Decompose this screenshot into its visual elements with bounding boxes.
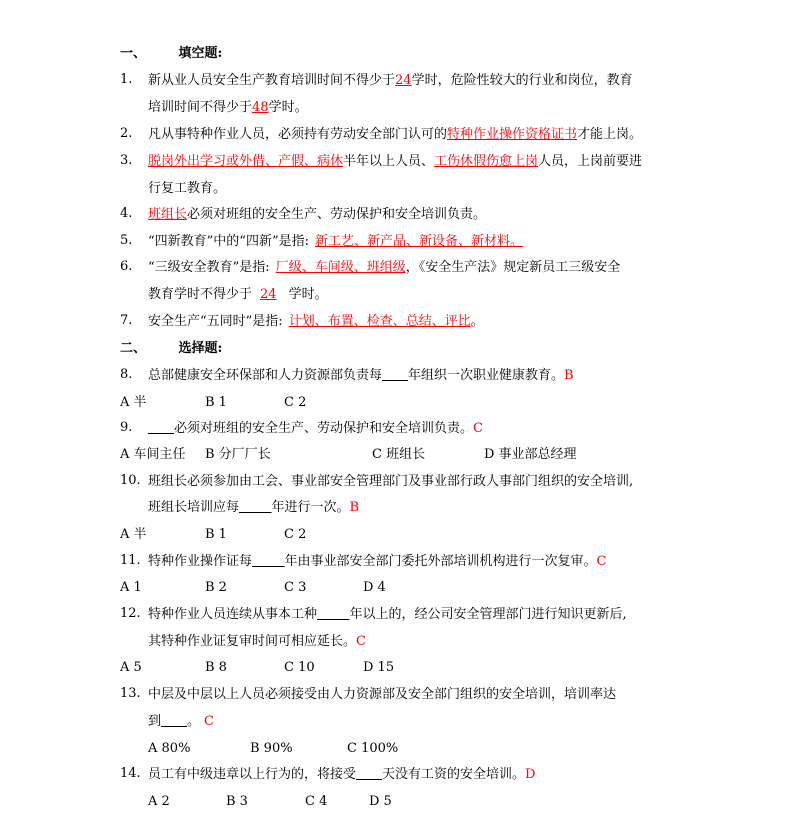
q14-answer: D: [525, 767, 536, 782]
q4-line1: [148, 206, 486, 224]
q2-number: 2.: [120, 126, 133, 141]
q13-blank: [161, 714, 187, 729]
q1-text: 培训时间不得少于: [148, 100, 253, 115]
q14-blank: [356, 767, 382, 782]
q13-text: 。: [187, 714, 201, 729]
q1-answer-2: 48: [252, 100, 269, 115]
q3-text: 半年以上人员、: [343, 154, 435, 169]
q12-text: 年以上的，经公司安全管理部门进行知识更新后,: [349, 607, 627, 622]
q8-number: 8.: [120, 367, 133, 382]
q13-text: 到: [148, 714, 162, 729]
q8-text: 总部健康安全环保部和人力资源部负责每: [148, 368, 383, 383]
q10-line1: 班组长必须参加由工会、事业部安全管理部门及事业部行政人事部门组织的安全培训,: [148, 474, 634, 489]
q14-text: 天没有工资的安全培训。: [382, 767, 526, 782]
q6-answer-1: 厂级、车间级、班组级: [275, 260, 406, 275]
q3-answer-1: 脱岗外出学习或外借、产假、病休: [148, 154, 344, 169]
q6-text: “三级安全教育”是指:: [148, 260, 270, 275]
q12-line2: [148, 633, 366, 651]
q14-option-d: D 5: [369, 794, 392, 809]
q1-line2: [148, 99, 308, 117]
section-index: 一、: [120, 46, 147, 61]
q14-option-b: B 3: [226, 794, 248, 809]
q11-option-d: D 4: [363, 580, 386, 595]
q11-number: 11.: [120, 553, 141, 568]
q12-text: 特种作业人员连续从事本工种: [148, 607, 318, 622]
q9-blank: [148, 421, 174, 436]
q10-line2: [148, 499, 359, 517]
q6-line1: [148, 259, 620, 277]
q11-answer: C: [596, 554, 607, 569]
q12-line1: [148, 606, 627, 624]
q2-text: 凡从事特种作业人员，必须持有劳动安全部门认可的: [148, 127, 448, 142]
q3-line1: [148, 153, 642, 171]
q8-line1: [148, 367, 574, 385]
q8-option-b: B 1: [205, 395, 227, 410]
q13-line2: [148, 713, 214, 731]
q12-number: 12.: [120, 606, 141, 621]
q9-option-a: A 车间主任: [120, 447, 186, 462]
q1-text: 新从业人员安全生产教育培训时间不得少于: [148, 73, 396, 88]
q14-number: 14.: [120, 766, 141, 781]
q13-number: 13.: [120, 686, 141, 701]
q9-text: 必须对班组的安全生产、劳动保护和安全培训负责。: [174, 421, 474, 436]
q10-option-b: B 1: [205, 527, 227, 542]
q2-line1: [148, 126, 642, 144]
q10-answer: B: [349, 500, 360, 515]
q5-line1: [148, 233, 523, 251]
q8-blank: [382, 368, 408, 383]
q6-number: 6.: [120, 259, 133, 274]
q1-text: 学时，危险性较大的行业和岗位，教育: [411, 73, 633, 88]
q11-line1: [148, 553, 606, 571]
q10-text: 班组长培训应每: [148, 500, 240, 515]
q3-number: 3.: [120, 153, 133, 168]
q4-text: 必须对班组的安全生产、劳动保护和安全培训负责。: [187, 207, 487, 222]
q11-option-a: A 1: [120, 580, 142, 595]
q11-option-c: C 3: [284, 580, 307, 595]
q12-text: 其特种作业证复审时间可相应延长。: [148, 634, 357, 649]
q5-answer: 新工艺、新产品、新设备、新材料。: [314, 234, 523, 249]
q3-text: 人员，上岗前要进: [538, 154, 643, 169]
q10-number: 10.: [120, 473, 141, 488]
q13-option-a: A 80%: [148, 741, 191, 756]
q10-text: 年进行一次。: [271, 500, 350, 515]
q12-option-b: B 8: [205, 660, 227, 675]
q9-option-c: C 班组长: [372, 447, 426, 462]
q5-number: 5.: [120, 233, 133, 248]
q14-option-c: C 4: [305, 794, 328, 809]
q12-option-c: C 10: [284, 660, 315, 675]
q7-number: 7.: [120, 313, 133, 328]
q1-text: 学时。: [268, 100, 308, 115]
q13-answer: C: [204, 714, 214, 729]
q7-text: 。: [470, 314, 484, 329]
q12-blank: [317, 607, 350, 622]
q3-line2: 行复工教育。: [148, 181, 227, 196]
section-index: 二、: [120, 341, 147, 356]
q4-answer: 班组长: [148, 207, 188, 222]
q8-answer: B: [564, 368, 574, 383]
q8-option-a: A 半: [120, 395, 147, 410]
q10-option-c: C 2: [284, 527, 307, 542]
q7-line1: [148, 313, 484, 331]
q12-option-d: D 15: [363, 660, 395, 675]
q6-text: ，《安全生产法》规定新员工三级安全: [405, 260, 621, 275]
q1-line1: [148, 72, 633, 90]
section-title: 填空题:: [178, 46, 223, 61]
q13-option-c: C 100%: [347, 741, 399, 756]
q11-text: 年由事业部安全部门委托外部培训机构进行一次复审。: [284, 554, 597, 569]
q13-line1: 中层及中层以上人员必须接受由人力资源部及安全部门组织的安全培训，培训率达: [148, 687, 617, 702]
q9-answer: C: [473, 421, 483, 436]
q6-answer-2: 24: [260, 287, 277, 302]
q1-number: 1.: [120, 72, 133, 87]
q1-answer-1: 24: [395, 73, 412, 88]
q12-option-a: A 5: [120, 660, 142, 675]
q10-blank: [239, 500, 272, 515]
q8-text: 年组织一次职业健康教育。: [408, 368, 565, 383]
q11-text: 特种作业操作证每: [148, 554, 253, 569]
q12-answer: C: [356, 634, 366, 649]
q2-text: 才能上岗。: [577, 127, 643, 142]
q13-option-b: B 90%: [250, 741, 293, 756]
q9-option-d: D 事业部总经理: [484, 447, 577, 462]
q8-option-c: C 2: [284, 395, 307, 410]
q2-answer: 特种作业操作资格证书: [447, 127, 578, 142]
q14-line1: [148, 766, 535, 784]
q14-text: 员工有中级违章以上行为的，将接受: [148, 767, 357, 782]
q3-answer-2: 工伤休假伤愈上岗: [434, 154, 539, 169]
q7-text: 安全生产“五同时”是指:: [148, 314, 283, 329]
q4-number: 4.: [120, 206, 133, 221]
q11-option-b: B 2: [205, 580, 227, 595]
q9-line1: [148, 420, 483, 438]
q10-option-a: A 半: [120, 527, 147, 542]
q11-blank: [252, 554, 285, 569]
q7-answer: 计划、布置、检查、总结、评比: [288, 314, 471, 329]
section-choice-heading: [120, 340, 222, 358]
q9-option-b: B 分厂厂长: [205, 447, 271, 462]
q9-number: 9.: [120, 420, 133, 435]
section-title: 选择题:: [178, 341, 223, 356]
q6-line2: [148, 286, 328, 304]
q6-text: 学时。: [288, 287, 328, 302]
section-fill-heading: [120, 45, 222, 63]
q5-text: “四新教育”中的“四新”是指:: [148, 234, 309, 249]
q6-text: 教育学时不得少于: [148, 287, 253, 302]
q14-option-a: A 2: [148, 794, 170, 809]
